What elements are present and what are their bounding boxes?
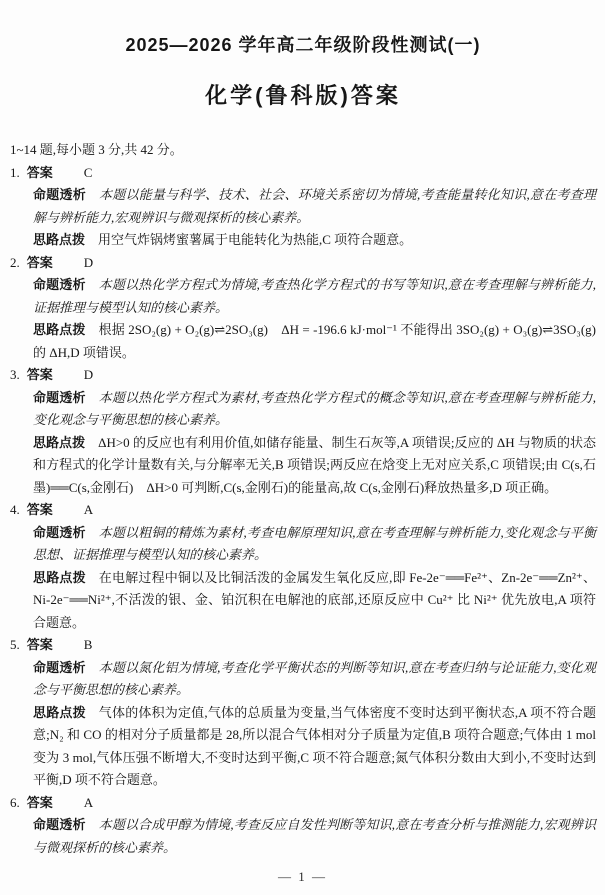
hint-label: 思路点拨 [33, 569, 86, 585]
hint-row [10, 567, 596, 635]
analysis-row [10, 522, 596, 567]
hint-text: 根据 2SO₂(g) + O₂(g)⇌2SO₃(g) ΔH = -196.6 kJ·mol⁻¹ 不能得出 3SO₂(g) + O₃(g)⇌3SO₃(g)的 ΔH,D 项错误。 [33, 322, 596, 360]
hint-row [10, 319, 596, 364]
page-footer [0, 869, 605, 885]
analysis-label: 命题透析 [33, 659, 86, 675]
hint-text: ΔH>0 的反应也有利用价值,如储存能量、制生石灰等,A 项错误;反应的 ΔH 与物质的状态和方程式的化学计量数有关,与分解率无关,B 项错误;两反应在焓变上无对应关系,C 项错误;由 C(s,石墨)══C(s,金刚石) ΔH>0 可判断,C(s,金刚石)的能量高,故 C(s,金刚石)释放热量多,D 项正确。 [33, 434, 596, 495]
answer-label: 答案 [26, 367, 53, 382]
document-header [10, 34, 596, 109]
answer-label: 答案 [26, 254, 53, 270]
analysis-text: 本题以粗铜的精炼为素材,考查电解原理知识,意在考查理解与辨析能力,变化观念与平衡思想、证据推理与模型认知的核心素养。 [33, 524, 596, 562]
analysis-row [10, 274, 596, 319]
answer-label: 答案 [26, 164, 53, 180]
question-number: 6. [10, 794, 20, 810]
page-title: 2025—2026 学年高二年级阶段性测试(一) [125, 35, 481, 55]
analysis-text: 本题以热化学方程式为情境,考查热化学方程式的书写等知识,意在考查理解与辨析能力,证据推理与模型认知的核心素养。 [33, 277, 596, 315]
question-number: 2. [10, 254, 20, 270]
analysis-text: 本题以氮化铝为情境,考查化学平衡状态的判断等知识,意在考查归纳与论证能力,变化观念与平衡思想的核心素养。 [33, 659, 596, 697]
answer-label: 答案 [26, 794, 53, 810]
question-number: 5. [10, 637, 20, 652]
page-subtitle: 化学(鲁科版)答案 [205, 83, 401, 108]
answer-value: C [83, 164, 93, 180]
question-block [10, 162, 596, 252]
analysis-row [10, 657, 596, 702]
question-answer-row [10, 364, 596, 387]
hint-row [10, 229, 596, 252]
answer-value: D [83, 254, 94, 270]
question-answer-row [10, 634, 596, 657]
analysis-row [10, 814, 596, 859]
question-number: 4. [10, 502, 20, 517]
question-block [10, 792, 596, 860]
question-block [10, 634, 596, 792]
analysis-text: 本题以能量与科学、技术、社会、环境关系密切为情境,考查能量转化知识,意在考查理解与辨析能力,宏观辨识与微观探析的核心素养。 [33, 187, 596, 225]
question-answer-row [10, 792, 596, 815]
analysis-text: 本题以合成甲醇为情境,考查反应自发性判断等知识,意在考查分析与推测能力,宏观辨识与微观探析的核心素养。 [33, 817, 596, 855]
answer-label: 答案 [26, 637, 53, 652]
question-answer-row [10, 252, 596, 275]
hint-text: 在电解过程中铜以及比铜活泼的金属发生氧化反应,即 Fe-2e⁻══Fe²⁺、Zn-2e⁻══Zn²⁺、Ni-2e⁻══Ni²⁺,不活泼的银、金、铂沉积在电解池的底部,还原反应中 Cu²⁺ 比 Ni²⁺ 优先放电,A 项符合题意。 [33, 569, 596, 630]
answer-label: 答案 [26, 502, 53, 517]
question-number: 1. [10, 164, 20, 180]
analysis-label: 命题透析 [33, 277, 86, 292]
question-answer-row [10, 162, 596, 185]
question-block [10, 499, 596, 634]
hint-text: 用空气炸锅烤蜜薯属于电能转化为热能,C 项符合题意。 [98, 232, 413, 247]
hint-label: 思路点拨 [33, 434, 86, 450]
answer-value: A [83, 502, 94, 517]
question-block [10, 364, 596, 499]
hint-label: 思路点拨 [33, 322, 86, 337]
analysis-label: 命题透析 [33, 524, 86, 540]
analysis-label: 命题透析 [33, 187, 86, 202]
page-number: — 1 — [278, 869, 327, 884]
answer-value: D [83, 367, 94, 382]
scoring-note: 1~14 题,每小题 3 分,共 42 分。 [10, 142, 183, 157]
analysis-row [10, 387, 596, 432]
analysis-row [10, 184, 596, 229]
hint-label: 思路点拨 [33, 232, 86, 247]
hint-row [10, 702, 596, 792]
question-number: 3. [10, 367, 20, 382]
analysis-label: 命题透析 [33, 817, 86, 832]
answer-value: B [83, 637, 93, 652]
analysis-label: 命题透析 [33, 389, 86, 405]
questions-list [10, 162, 596, 860]
question-answer-row [10, 499, 596, 522]
analysis-text: 本题以热化学方程式为素材,考查热化学方程式的概念等知识,意在考查理解与辨析能力,变化观念与平衡思想的核心素养。 [33, 389, 596, 427]
hint-row [10, 432, 596, 500]
hint-label: 思路点拨 [33, 704, 86, 720]
question-block [10, 252, 596, 365]
answer-value: A [83, 794, 94, 810]
hint-text: 气体的体积为定值,气体的总质量为变量,当气体密度不变时达到平衡状态,A 项不符合题意;N₂ 和 CO 的相对分子质量都是 28,所以混合气体相对分子质量为定值,B 项符合题意;气体由 1 mol 变为 3 mol,气体压强不断增大,不变时达到平衡,C 项不符合题意;氮气体积分数由大到小,不变时达到平衡,D 项不符合题意。 [33, 704, 596, 787]
